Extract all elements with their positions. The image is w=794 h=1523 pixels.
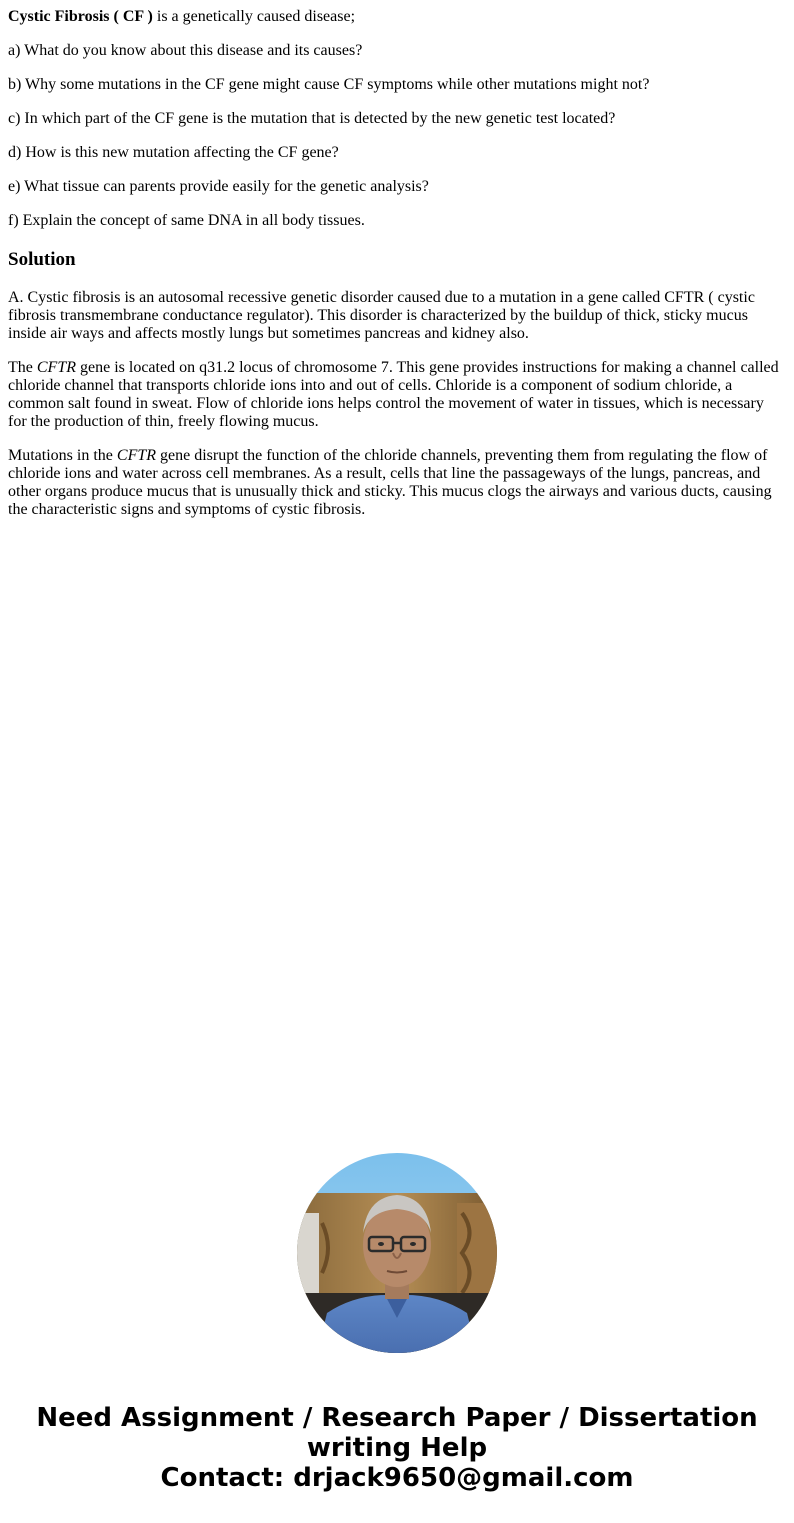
p3-gene-name: CFTR	[116, 447, 157, 464]
p2-gene-name: CFTR	[36, 359, 76, 376]
question-item-b: b) Why some mutations in the CF gene might cause CF symptoms while other mutations might not?	[8, 76, 650, 93]
question-title-rest: is a genetically caused disease;	[152, 8, 356, 25]
solution-heading: Solution	[8, 249, 76, 270]
promo-line-2: writing Help	[306, 1433, 488, 1463]
question-item-e: e) What tissue can parents provide easily for the genetic analysis?	[8, 178, 429, 195]
solution-paragraph-3	[8, 447, 786, 519]
solution-paragraph-1: A. Cystic fibrosis is an autosomal recessive genetic disorder caused due to a mutation in a gene called CFTR ( cystic fibrosis transmembrane conductance regulator). This disorder is characterized by the buildup of thick, sticky mucus inside air ways and affects mostly lungs but sometimes pancreas and kidney also.	[8, 289, 755, 342]
promo-banner	[0, 1403, 794, 1493]
solution-paragraph-2	[8, 359, 786, 431]
author-avatar	[297, 1153, 497, 1353]
question-title	[8, 8, 355, 26]
question-item-a: a) What do you know about this disease and its causes?	[8, 42, 363, 59]
p3-rest: gene disrupt the function of the chloride channels, preventing them from regulating the flow of chloride ions and water across cell membranes. As a result, cells that line the passageways of the lungs, pancreas, and other organs produce mucus that is unusually thick and sticky. This mucus clogs the airways and various ducts, causing the characteristic signs and symptoms of cystic fibrosis.	[8, 447, 772, 518]
p2-rest: gene is located on q31.2 locus of chromosome 7. This gene provides instructions for making a channel called chloride channel that transports chloride ions into and out of cells. Chloride is a component of sodium chloride, a common salt found in sweat. Flow of chloride ions helps control the movement of water in tissues, which is necessary for the production of thin, freely flowing mucus.	[8, 359, 779, 430]
promo-contact: Contact: drjack9650@gmail.com	[160, 1463, 634, 1493]
promo-line-1: Need Assignment / Research Paper / Dissertation	[36, 1403, 758, 1433]
question-title-bold: Cystic Fibrosis ( CF )	[8, 8, 153, 25]
question-item-f: f) Explain the concept of same DNA in all body tissues.	[8, 212, 365, 229]
p2-start: The	[8, 359, 37, 376]
p3-start: Mutations in the	[8, 447, 117, 464]
question-item-d: d) How is this new mutation affecting the CF gene?	[8, 144, 339, 161]
question-item-c: c) In which part of the CF gene is the mutation that is detected by the new genetic test located?	[8, 110, 616, 127]
